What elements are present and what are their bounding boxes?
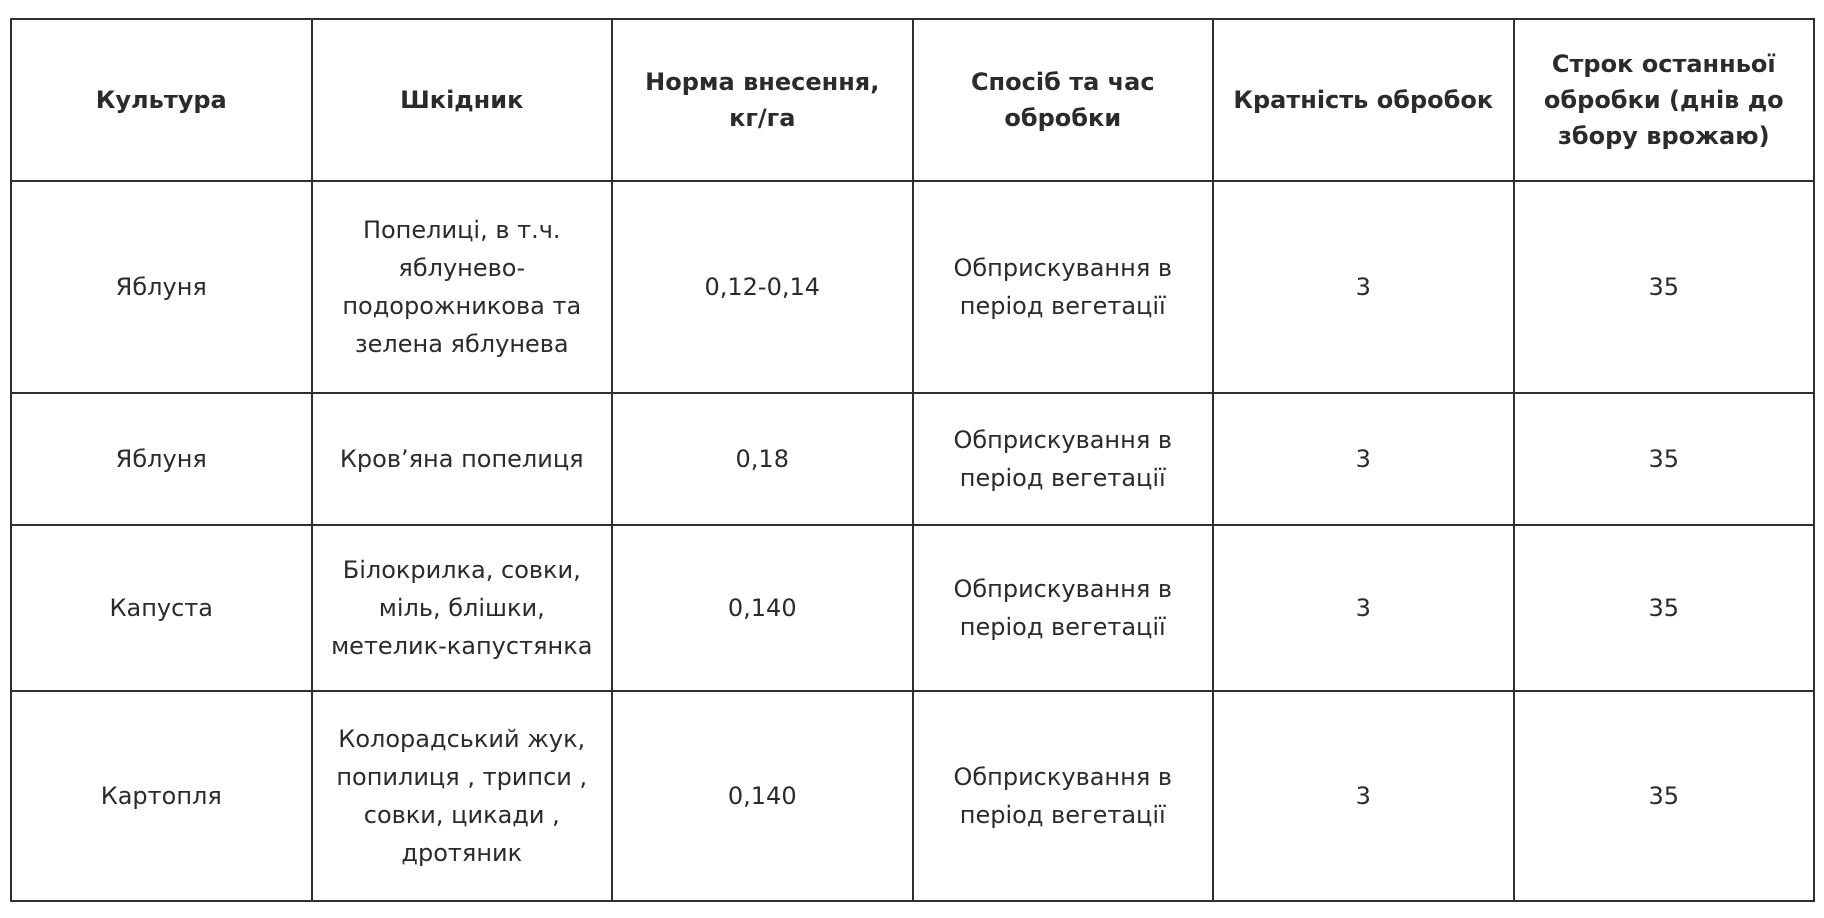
- table-row: [11, 181, 1814, 393]
- pesticide-application-table-container: [10, 18, 1815, 902]
- cell-application-rate: 0,140: [612, 691, 913, 901]
- header-application-rate: Норма внесення, кг/га: [612, 19, 913, 181]
- header-treatment-count: Кратність обробок: [1213, 19, 1514, 181]
- cell-last-treatment-days: 35: [1514, 393, 1815, 525]
- cell-crop: Яблуня: [11, 181, 312, 393]
- cell-crop: Картопля: [11, 691, 312, 901]
- cell-crop: Капуста: [11, 525, 312, 691]
- cell-pest: Кров’яна попелиця: [312, 393, 613, 525]
- cell-method-and-time: Обприскування в період вегетації: [913, 393, 1214, 525]
- cell-application-rate: 0,12-0,14: [612, 181, 913, 393]
- cell-treatment-count: 3: [1213, 691, 1514, 901]
- cell-last-treatment-days: 35: [1514, 181, 1815, 393]
- cell-method-and-time: Обприскування в період вегетації: [913, 691, 1214, 901]
- header-row: [11, 19, 1814, 181]
- table-row: [11, 691, 1814, 901]
- header-last-treatment-days: Строк останньої обробки (днів до збору врожаю): [1514, 19, 1815, 181]
- header-pest: Шкідник: [312, 19, 613, 181]
- table-body: [11, 181, 1814, 901]
- cell-last-treatment-days: 35: [1514, 525, 1815, 691]
- cell-treatment-count: 3: [1213, 181, 1514, 393]
- cell-method-and-time: Обприскування в період вегетації: [913, 181, 1214, 393]
- cell-pest: Попелиці, в т.ч. яблунево-подорожникова та зелена яблунева: [312, 181, 613, 393]
- cell-pest: Колорадський жук, попилиця , трипси , совки, цикади , дротяник: [312, 691, 613, 901]
- cell-last-treatment-days: 35: [1514, 691, 1815, 901]
- pesticide-application-table: [10, 18, 1815, 902]
- header-crop: Культура: [11, 19, 312, 181]
- cell-treatment-count: 3: [1213, 525, 1514, 691]
- table-row: [11, 393, 1814, 525]
- cell-application-rate: 0,140: [612, 525, 913, 691]
- table-header: [11, 19, 1814, 181]
- cell-application-rate: 0,18: [612, 393, 913, 525]
- header-method-and-time: Спосіб та час обробки: [913, 19, 1214, 181]
- cell-pest: Білокрилка, совки, міль, блішки, метелик-капустянка: [312, 525, 613, 691]
- cell-method-and-time: Обприскування в період вегетації: [913, 525, 1214, 691]
- cell-treatment-count: 3: [1213, 393, 1514, 525]
- table-row: [11, 525, 1814, 691]
- cell-crop: Яблуня: [11, 393, 312, 525]
